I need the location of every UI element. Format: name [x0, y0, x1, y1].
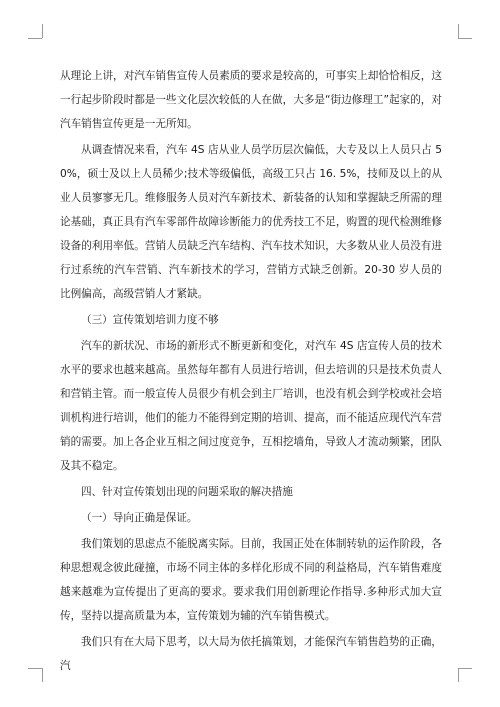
- crop-mark-bottom-right-v: [458, 668, 459, 682]
- crop-mark-top-left-h: [28, 38, 42, 39]
- subsection-heading-1: （一）导向正确是保证。: [81, 512, 198, 524]
- crop-mark-bottom-right-h: [458, 668, 472, 669]
- paragraph-5: 我们只有在大局下思考，以大局为依托搞策划，才能保汽车销售趋势的正确，汽: [60, 636, 442, 672]
- paragraph-3: 汽车的新状况、市场的新形式不断更新和变化，对汽车 4S 店宣传人员的技术水平的要求也越来越高。虽然每年都有人员进行培训，但去培训的只是技术负责人和营销主管。而一般宣传人员很少有机会到主厂培训，也没有机会到学校或社会培训机构进行培训，他们的能力不能得到定期的培训、提高，而不能适应现代汽车营销的需要。加上各企业互相之间过度竞争，互相挖墙角，导致人才流动频繁，团队及其不稳定。: [60, 340, 442, 472]
- crop-mark-top-right-h: [458, 38, 472, 39]
- document-body: [60, 64, 442, 680]
- crop-mark-top-right-v: [458, 24, 459, 38]
- paragraph-1: 从理论上讲，对汽车销售宣传人员素质的要求是较高的，可事实上却恰恰相反，这一行起步阶段时都是一些文化层次较低的人在做，大多是“街边修理工”起家的，对汽车销售宣传更是一无所知。: [60, 70, 442, 130]
- crop-mark-bottom-left-v: [42, 668, 43, 682]
- section-heading-3: （三）宣传策划培训力度不够: [81, 314, 219, 326]
- paragraph-2: 从调查情况来看，汽车 4S 店从业人员学历层次偏低，大专及以上人员只占 50%，硕士及以上人员稀少;技术等级偏低，高级工只占 16. 5%，技师及以上的从业人员寥寥无几。维修服务人员对汽车新技术、新装备的认知和掌握缺乏所需的理论基础，真正具有汽车零部件故障诊断能力的优秀技工不足，购置的现代检测维修设备的利用率低。营销人员缺乏汽车结构、汽车技术知识，大多数从业人员没有进行过系统的汽车营销、汽车新技术的学习，营销方式缺乏创新。20-30 岁人员的比例偏高，高级营销人才紧缺。: [60, 144, 442, 300]
- section-heading-4: 四、针对宣传策划出现的问题采取的解决措施: [81, 486, 293, 498]
- crop-mark-bottom-left-h: [28, 668, 42, 669]
- crop-mark-top-left-v: [42, 24, 43, 38]
- paragraph-4: 我们策划的思虑点不能脱离实际。目前，我国正处在体制转轨的运作阶段，各种思想观念彼此碰撞，市场不同主体的多样化形成不同的利益格局，汽车销售难度越来越难为宣传提出了更高的要求。要求我们用创新理论作指导.多种形式加大宣传，坚持以提高质量为本，宣传策划为辅的汽车销售模式。: [60, 538, 442, 622]
